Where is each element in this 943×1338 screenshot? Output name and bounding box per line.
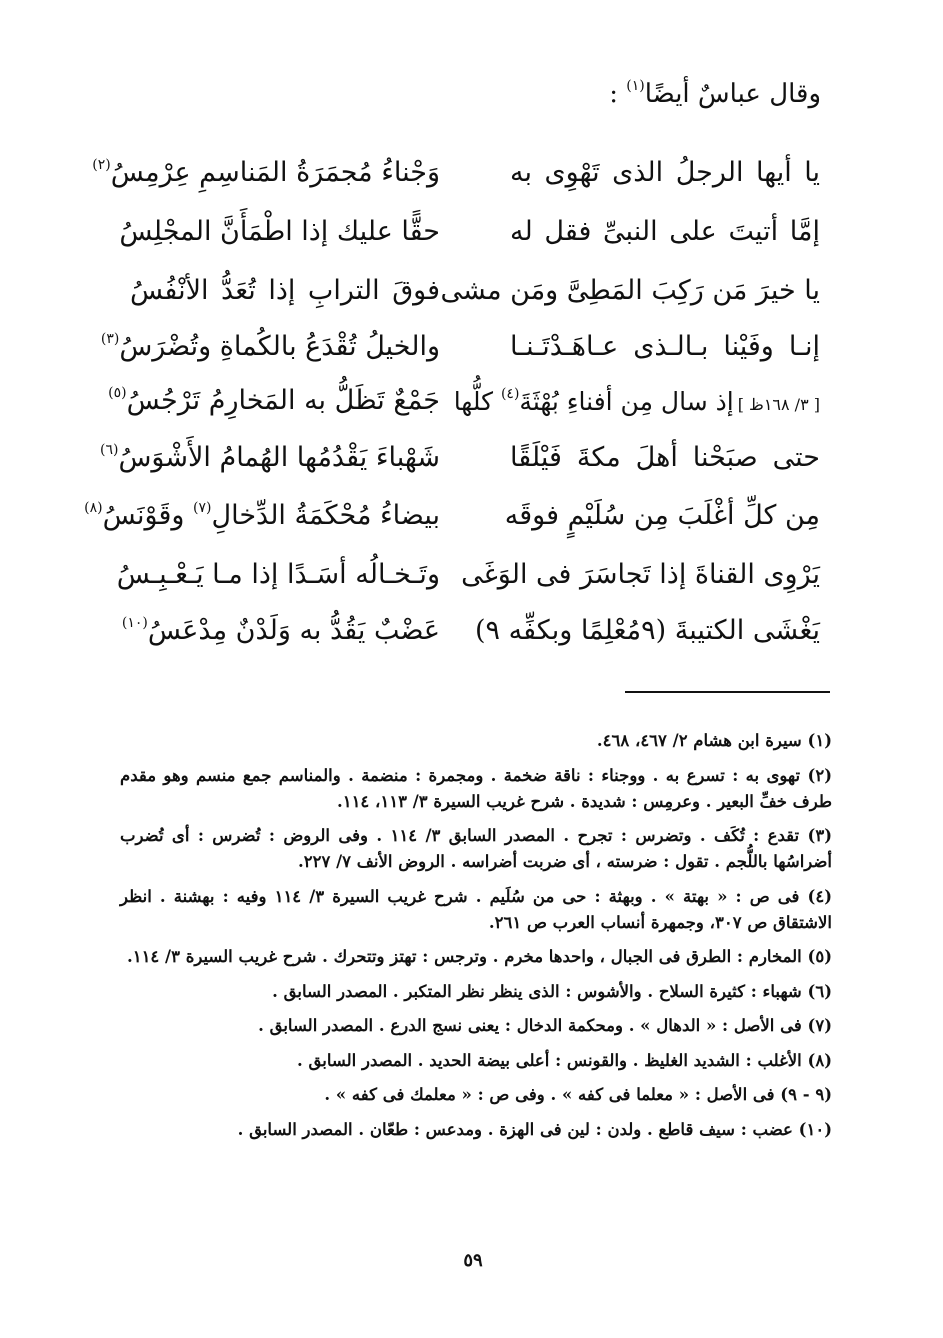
footnote-marker: (٧) xyxy=(193,500,212,516)
verse-second-hemistich xyxy=(92,157,440,188)
verse-line xyxy=(130,260,820,320)
footnote: (١٠) عضب : سيف قاطع . ولدن : لين فى الهزة . ومدعس : طعّان . المصدر السابق . xyxy=(237,1119,832,1139)
hemistich-tail: كلُّها xyxy=(453,386,501,416)
verse-second-hemistich xyxy=(100,442,440,473)
manuscript-folio-ref: [ ٣/ ١٦٨ظ ] xyxy=(737,394,820,414)
verse-first-hemistich: يَرْوِى القناةَ إذا تَجاسَرَ فى الوَغَى xyxy=(461,558,820,590)
footnote: (٨) الأغلب : الشديد الغليظ . والقونس : أعلى بيضة الحديد . المصدر السابق . xyxy=(297,1050,832,1070)
verse-second-hemistich: فوقَ الترابِ إذا تُعَدُّ الأنْفُسُ xyxy=(130,274,440,306)
footnote-marker: (١) xyxy=(626,78,645,94)
footnotes xyxy=(120,728,832,1151)
footnote: (٤) فى ص : « بهتة » . وبهثة : حى من سُلَيم . شرح غريب السيرة ٣/ ١١٤ وفيه : بهشنة . انظر الاشتقاق ص ٣٠٧، وجمهرة أنساب العرب ص ٢٦١. xyxy=(120,886,832,932)
hemistich-text: بيضاءُ مُحْكَمَةُ الدِّخالِ xyxy=(211,500,440,531)
verse-first-hemistich: يَغْشَى الكتيبةَ (٩مُعْلِمًا وبكفِّه ٩) xyxy=(475,614,820,646)
hemistich-text: والخيلُ تُقْدَعُ بالكُماةِ وتُضْرَسُ xyxy=(119,331,440,362)
verse-line xyxy=(116,544,820,604)
intro-tail: : xyxy=(609,79,627,109)
poem-intro xyxy=(609,78,821,109)
footnote: (٥) المخارم : الطرق فى الجبال ، واحدها مخرم . وترجس : تهتز وتتحرك . شرح غريب السيرة ٣/ ١١٤. xyxy=(126,947,832,966)
footnote-marker: (٢) xyxy=(92,157,111,173)
footnote-marker: (٣) xyxy=(100,331,120,347)
verse-first-hemistich: يا أيها الرجلُ الذى تَهْوِى به xyxy=(510,156,820,188)
footnote: (٦) شهباء : كثيرة السلاح . والأشوس : الذى ينظر نظر المتكبر . المصدر السابق . xyxy=(272,981,832,1001)
verse-first-hemistich xyxy=(453,385,820,416)
verse-second-hemistich: وتَـخـالُه أسَـدًا إذا مـا يَـعْـبِـسُ xyxy=(116,558,440,590)
verse-second-hemistich xyxy=(100,331,440,362)
footnote: (٧) فى الأصل : « الدهال » . ومحكمة الدخال : يعنى نسج الدرع . المصدر السابق . xyxy=(258,1016,832,1035)
footnote: (٣) تقدع : تُكَف . وتضرس : تجرح . المصدر السابق ٣/ ١١٤ . وفى الروض : تُضرس : أى تُضرب أضراسُها باللُّجم . تقول : ضرسته ، أى ضربت أضراسه . الروض الأنف ٧/ ٢٢٧. xyxy=(120,826,832,871)
footnote: (١) سيرة ابن هشام ٢/ ٤٦٧، ٤٦٨. xyxy=(596,731,832,750)
hemistich-tail: وقَوْنَسُ xyxy=(102,500,194,531)
verse-first-hemistich: يا خيرَ مَن رَكِبَ المَطِىَّ ومَن مشى xyxy=(440,274,820,306)
verse-line xyxy=(121,600,820,660)
verse-line xyxy=(100,316,820,376)
footnote-marker: (٦) xyxy=(100,442,119,458)
verse-second-hemistich: حقًّا عليك إذا اطْمَأَنَّ المجْلِسُ xyxy=(119,215,440,247)
verse-line xyxy=(119,201,820,261)
hemistich-text: جَمْعٌ تَظَلُّ به المَخارِمُ تَرْجُسُ xyxy=(126,385,440,416)
verse-first-hemistich: إنـا وفَيْنا بـالـذى عـاهَـدْتَـنـا xyxy=(510,330,820,362)
verse-second-hemistich xyxy=(84,500,440,531)
footnote: (٢) تهوى به : تسرع به . ووجناء : ناقة ضخمة . ومجمرة : منضمة . والمناسم جمع منسم وهو مقدم طرف خفِّ البعير . وعرمِس : شديدة . شرح غريب السيرة ٣/ ١١٣، ١١٤. xyxy=(120,765,832,811)
footnote-marker: (٤) xyxy=(500,385,520,402)
verse-line xyxy=(108,370,820,430)
verse-first-hemistich: إمَّا أتيتَ على النبىِّ فقل له xyxy=(510,215,820,247)
hemistich-text: شَهْباءَ يَقْدُمُها الهُمامُ الأَشْوَسُ xyxy=(118,442,440,473)
verse-line xyxy=(100,427,820,487)
hemistich-text: وَجْناءُ مُجمَرَةُ المَناسِمِ عِرْمِسُ xyxy=(110,157,440,188)
footnote: (٩ - ٩) فى الأصل : « معلما فى كفه » . وفى ص : « معلمك فى كفه » . xyxy=(324,1085,832,1104)
footnote-marker: (٨) xyxy=(84,500,103,516)
hemistich-text: إذ سال مِن أفناءِ بُهْثَةَ xyxy=(519,386,734,416)
intro-text: وقال عباسٌ أيضًا xyxy=(644,79,821,109)
verse-second-hemistich xyxy=(121,615,440,646)
hemistich-text: عَضْبٌ يَقُدُّ به وَلَدْنٌ مِدْعَسُ xyxy=(147,615,440,646)
page-number: ٥٩ xyxy=(463,1250,483,1271)
verse-first-hemistich: حتى صبَحْنا أهلَ مكةَ فَيْلَقًا xyxy=(510,441,820,473)
footnote-marker: (١٠) xyxy=(121,615,148,631)
verse-second-hemistich xyxy=(108,385,440,416)
verse-line xyxy=(84,485,820,545)
verse-line xyxy=(92,142,820,202)
footnote-separator xyxy=(625,691,830,693)
verse-first-hemistich: مِن كلِّ أغْلَبَ مِن سُلَيْمٍ فوقَه xyxy=(504,499,820,531)
footnote-marker: (٥) xyxy=(108,385,127,401)
